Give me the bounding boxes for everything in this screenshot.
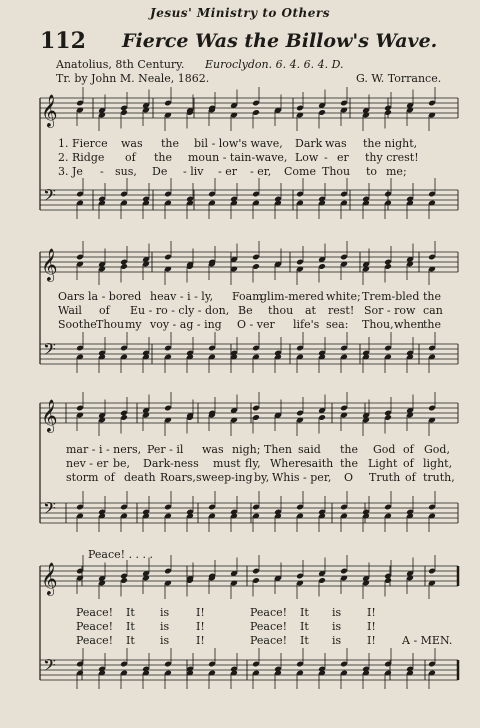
lyric: of (104, 471, 115, 484)
lyric: la - bored (88, 290, 142, 303)
translator-credit: Tr. by John M. Neale, 1862. (56, 72, 210, 85)
lyric: - (100, 165, 104, 178)
hymn-title: Fierce Was the Billow's Wave. (122, 30, 438, 52)
lyric: Wail (58, 304, 82, 317)
lyric: I! (196, 634, 205, 647)
lyric: Foam (232, 290, 263, 303)
lyric: sea: (326, 318, 349, 331)
lyric: Whis - per, (272, 471, 332, 484)
lyric: said (298, 443, 321, 456)
lyric: De (152, 165, 168, 178)
lyric: light, (423, 457, 453, 470)
lyric: - (324, 151, 328, 164)
lyric: of (403, 457, 414, 470)
bass-clef-icon: 𝄢 (43, 655, 56, 679)
lyric: I! (196, 620, 205, 633)
lyric: was (121, 137, 143, 150)
hymn-number: 112 (40, 28, 86, 54)
lyric: heav - i - ly, (150, 290, 214, 303)
lyric: bil - low's wave, (194, 137, 283, 150)
lyric: is (160, 606, 170, 619)
lyric: of (125, 151, 136, 164)
lyric: I! (367, 634, 376, 647)
treble-clef-icon: 𝄞 (41, 248, 58, 281)
section-title: Jesus' Ministry to Others (150, 6, 330, 20)
lyric: Be (238, 304, 253, 317)
lyric: Thou, (362, 318, 394, 331)
lyric: the night, (363, 137, 418, 150)
lyric: is (160, 620, 170, 633)
lyric: Per - il (147, 443, 184, 456)
lyric: thy crest! (365, 151, 419, 164)
lyric: of (405, 471, 416, 484)
lyric: Where (270, 457, 307, 470)
lyric: is (332, 620, 342, 633)
lyric: can (423, 304, 443, 317)
lyric: thou (268, 304, 294, 317)
lyric: Sor - row (364, 304, 416, 317)
lyric: me; (386, 165, 407, 178)
lyric: er (337, 151, 349, 164)
lyric: Soothe (58, 318, 97, 331)
bass-clef-icon: 𝄢 (43, 339, 56, 363)
lyric: 3. Je (58, 165, 83, 178)
lyric: Light (368, 457, 398, 470)
lyric: voy - ag - ing (150, 318, 222, 331)
lyric: It (126, 620, 135, 633)
lyric: Peace! (76, 606, 114, 619)
lyric: Thou (322, 165, 351, 178)
composer-credit: G. W. Torrance. (356, 72, 442, 85)
lyric: Truth (369, 471, 401, 484)
lyric: life's (293, 318, 320, 331)
lyric: nigh; (232, 443, 261, 456)
lyric: Dark-ness (143, 457, 199, 470)
lyric: - liv (183, 165, 204, 178)
lyric: saith (306, 457, 334, 470)
lyric: Peace! (250, 634, 288, 647)
lyric: 2. Ridge (58, 151, 105, 164)
lyric: It (126, 634, 135, 647)
lyric: Peace! (76, 620, 114, 633)
treble-clef-icon: 𝄞 (41, 562, 58, 595)
lyric: God, (424, 443, 450, 456)
lyric: Peace! (250, 620, 288, 633)
lyric: nev - er (66, 457, 109, 470)
lyric: the (154, 151, 173, 164)
lyric: my (125, 318, 142, 331)
lyric: It (300, 620, 309, 633)
lyric: fly, (245, 457, 261, 470)
lyric: storm (66, 471, 99, 484)
lyric: It (300, 634, 309, 647)
lyric: glim-mered (260, 290, 324, 303)
tune-credit: Euroclydon. 6. 4. 6. 4. D. (205, 58, 344, 71)
lyric: of (403, 443, 414, 456)
lyric: by, (254, 471, 270, 484)
lyric: - er, (250, 165, 272, 178)
lyric: the (423, 290, 442, 303)
lyric: O - ver (237, 318, 275, 331)
lyric: death (124, 471, 156, 484)
lyric: white; (326, 290, 361, 303)
lyric: 1. Fierce (58, 137, 108, 150)
lyric: Then (264, 443, 293, 456)
lyric: the (340, 443, 359, 456)
lyric: Thou (96, 318, 125, 331)
peace-label: Peace! . . . . (88, 548, 154, 561)
lyric: the (423, 318, 442, 331)
lyric: sweep-ing (196, 471, 253, 484)
lyric: I! (367, 606, 376, 619)
lyric: at (305, 304, 316, 317)
lyric: the (161, 137, 180, 150)
lyric: Low (295, 151, 319, 164)
lyric: Trem-bled (362, 290, 420, 303)
treble-clef-icon: 𝄞 (41, 94, 58, 127)
lyric: Come (284, 165, 316, 178)
lyric: is (160, 634, 170, 647)
lyric: of (99, 304, 110, 317)
lyric: sus, (115, 165, 137, 178)
lyric: moun - tain-wave, (188, 151, 288, 164)
lyric: O (344, 471, 354, 484)
amen-label: A - MEN. (402, 634, 453, 647)
lyric: mar - i - ners, (66, 443, 142, 456)
lyric: the (340, 457, 359, 470)
lyric: must (213, 457, 241, 470)
lyric: truth, (423, 471, 455, 484)
lyric: rest! (328, 304, 355, 317)
bass-clef-icon: 𝄢 (43, 185, 56, 209)
lyric: when (394, 318, 425, 331)
lyric: It (300, 606, 309, 619)
lyric: be, (113, 457, 131, 470)
lyric: Oars (58, 290, 85, 303)
lyric: was (202, 443, 224, 456)
lyric: Peace! (76, 634, 114, 647)
lyric: God (373, 443, 396, 456)
lyric: Roars, (160, 471, 196, 484)
bass-clef-icon: 𝄢 (43, 498, 56, 522)
lyric: Peace! (250, 606, 288, 619)
lyric: It (126, 606, 135, 619)
lyric: I! (367, 620, 376, 633)
lyric: is (332, 634, 342, 647)
lyric: - er (218, 165, 237, 178)
lyric: Eu - ro - cly - don, (130, 304, 230, 317)
author-credit: Anatolius, 8th Century. (56, 58, 185, 71)
lyric: I! (196, 606, 205, 619)
lyric: Dark (295, 137, 323, 150)
lyric: to (366, 165, 378, 178)
lyric: was (325, 137, 347, 150)
lyric: is (332, 606, 342, 619)
treble-clef-icon: 𝄞 (41, 399, 58, 432)
